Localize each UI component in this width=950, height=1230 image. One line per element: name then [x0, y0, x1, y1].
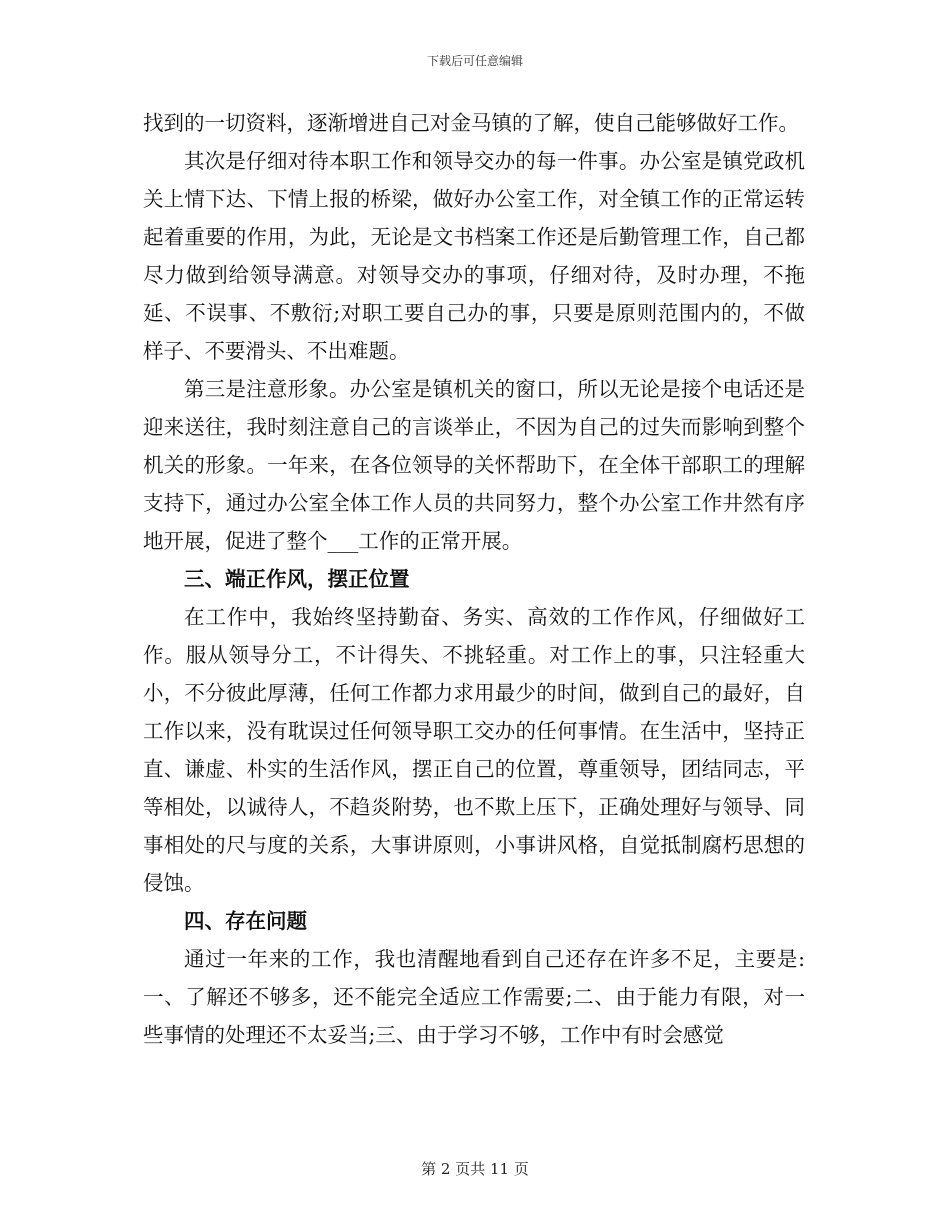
paragraph-second-point: 其次是仔细对待本职工作和领导交办的每一件事。办公室是镇党政机关上情下达、下情上报的桥梁，做好办公室工作，对全镇工作的正常运转起着重要的作用，为此，无论是文书档案工作还是后勤管理工作，自己都尽力做到给领导满意。对领导交办的事项，仔细对待，及时办理，不拖延、不误事、不敷衍;对职工要自己办的事，只要是原则范围内的，不做样子、不要滑头、不出难题。 [143, 149, 805, 363]
document-body [143, 104, 805, 1054]
header-note: 下载后可任意编辑 [426, 54, 523, 68]
page-number: 第 2 页共 11 页 [421, 1160, 529, 1178]
section-heading-3: 三、端正作风，摆正位置 [184, 567, 410, 591]
section-heading-4: 四、存在问题 [184, 909, 307, 933]
paragraph-work-style: 在工作中，我始终坚持勤奋、务实、高效的工作作风，仔细做好工作。服从领导分工，不计得失、不挑轻重。对工作上的事，只注轻重大小，不分彼此厚薄，任何工作都力求用最少的时间，做到自己的最好，自工作以来，没有耽误过任何领导职工交办的任何事情。在生活中，坚持正直、谦虚、朴实的生活作风，摆正自己的位置，尊重领导，团结同志，平等相处，以诚待人，不趋炎附势，也不欺上压下，正确处理好与领导、同事相处的尺与度的关系，大事讲原则，小事讲风格，自觉抵制腐朽思想的侵蚀。 [143, 605, 805, 895]
paragraph-continuation: 找到的一切资料，逐渐增进自己对金马镇的了解，使自己能够做好工作。 [143, 111, 799, 135]
paragraph-problems: 通过一年来的工作，我也清醒地看到自己还存在许多不足，主要是:一、了解还不够多，还不能完全适应工作需要;二、由于能力有限，对一些事情的处理还不太妥当;三、由于学习不够，工作中有时会感觉 [143, 947, 805, 1047]
paragraph-third-point: 第三是注意形象。办公室是镇机关的窗口，所以无论是接个电话还是迎来送往，我时刻注意自己的言谈举止，不因为自己的过失而影响到整个机关的形象。一年来，在各位领导的关怀帮助下，在全体干部职工的理解支持下，通过办公室全体工作人员的共同努力，整个办公室工作井然有序地开展，促进了整个___工作的正常开展。 [143, 377, 805, 553]
